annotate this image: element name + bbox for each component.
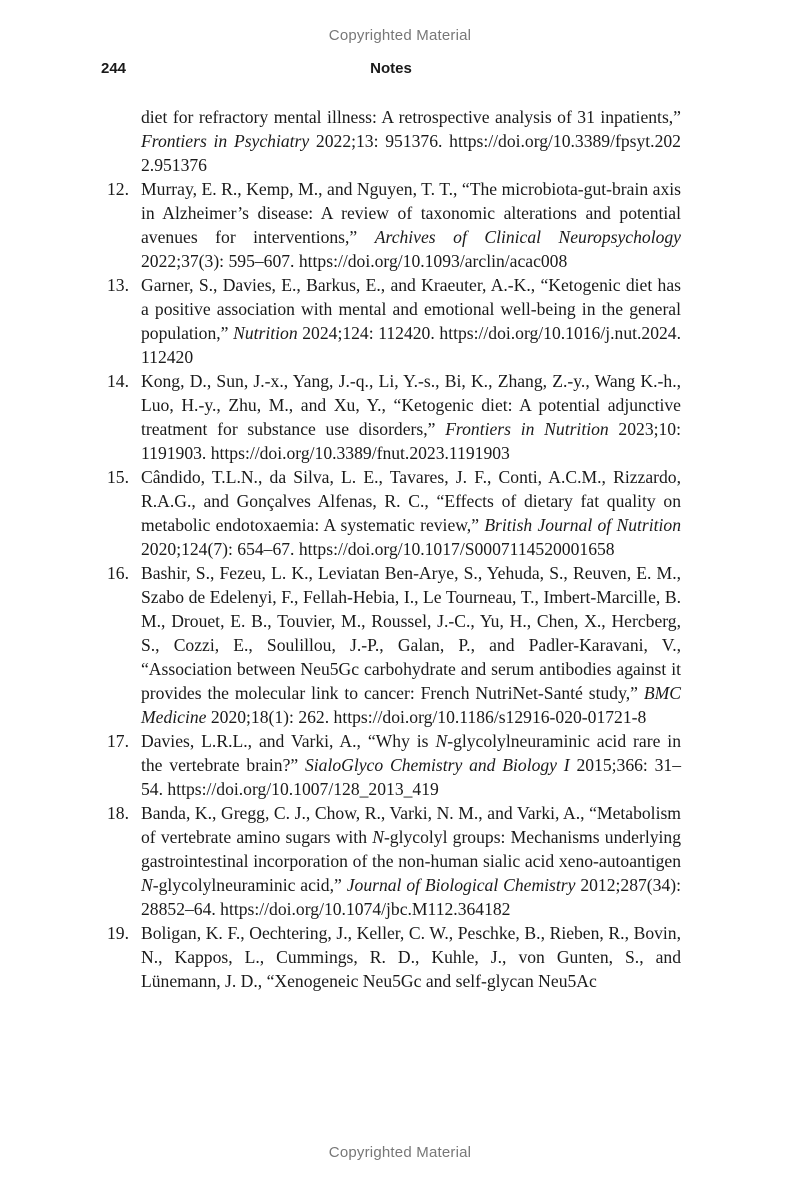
journal-title: Frontiers in Psychiatry (141, 131, 310, 151)
doi-link[interactable]: https://doi.org/10.1186/s12916-020-01721-8 (333, 707, 647, 727)
note-text: Banda, K., Gregg, C. J., Chow, R., Varki, N. M., and Varki, A., “Metabolism of vertebrate amino sugars with N-glycolyl groups: Mechanisms underlying gastrointestinal incorporation of the non-human sialic acid xeno-autoantigen N-glycolylneuraminic acid,” Journal of Biological Chemistry 2012;287(34): 28852–64. https://doi.org/10.1074/jbc.M112.364182 (141, 803, 681, 919)
page-header (101, 60, 681, 80)
journal-title: British Journal of Nutrition (484, 515, 681, 535)
doi-link[interactable]: https://doi.org/10.1016/j.nut.2024.112420 (141, 323, 681, 367)
note-number: 12. (107, 179, 129, 199)
note-number: 15. (107, 467, 129, 487)
note-item (107, 369, 681, 465)
note-text: Davies, L.R.L., and Varki, A., “Why is N-glycolylneuraminic acid rare in the vertebrate brain?” SialoGlyco Chemistry and Biology I 2015;366: 31–54. https://doi.org/10.1007/128_2013_419 (141, 731, 681, 799)
note-text: Bashir, S., Fezeu, L. K., Leviatan Ben-Arye, S., Yehuda, S., Reuven, E. M., Szabo de Edelenyi, F., Fellah-Hebia, I., Le Tourneau, T., Imbert-Marcille, B. M., Drouet, E. B., Touvier, M., Roussel, J.-C., Yu, H., Chen, X., Hercberg, S., Cozzi, E., Soulillou, J.-P., Galan, P., and Padler-Karavani, V., “Association between Neu5Gc carbohydrate and serum antibodies against it provides the molecular link to cancer: French NutriNet-Santé study,” BMC Medicine 2020;18(1): 262. https://doi.org/10.1186/s12916-020-01721-8 (141, 563, 681, 727)
journal-title: Nutrition (233, 323, 298, 343)
note-text: diet for refractory mental illness: A retrospective analysis of 31 inpatients,” Frontiers in Psychiatry 2022;13: 951376. https://doi.org/10.3389/fpsyt.2022.951376 (141, 107, 681, 175)
doi-link[interactable]: https://doi.org/10.1007/128_2013_419 (167, 779, 439, 799)
doi-link[interactable]: https://doi.org/10.3389/fpsyt.2022.951376 (141, 131, 681, 175)
copyright-watermark-top: Copyrighted Material (328, 27, 472, 44)
note-text: Cândido, T.L.N., da Silva, L. E., Tavares, J. F., Conti, A.C.M., Rizzardo, R.A.G., and Gonçalves Alfenas, R. C., “Effects of dietary fat quality on metabolic endotoxaemia: A systematic review,” British Journal of Nutrition 2020;124(7): 654–67. https://doi.org/10.1017/S0007114520001658 (141, 467, 681, 559)
journal-title: Archives of Clinical Neuropsychology (374, 227, 681, 247)
note-item (107, 801, 681, 921)
note-text: Murray, E. R., Kemp, M., and Nguyen, T. T., “The microbiota-gut-brain axis in Alzheimer’s disease: A review of taxonomic alterations and potential avenues for interventions,” Archives of Clinical Neuropsychology 2022;37(3): 595–607. https://doi.org/10.1093/arclin/acac008 (141, 179, 681, 271)
note-number: 17. (107, 731, 129, 751)
note-text: Kong, D., Sun, J.-x., Yang, J.-q., Li, Y.-s., Bi, K., Zhang, Z.-y., Wang K.-h., Luo, H.-y., Zhu, M., and Xu, Y., “Ketogenic diet: A potential adjunctive treatment for substance use disorders,” Frontiers in Nutrition 2023;10: 1191903. https://doi.org/10.3389/fnut.2023.1191903 (141, 371, 681, 463)
journal-title: SialoGlyco Chemistry and Biology I (304, 755, 570, 775)
running-head: Notes (370, 60, 412, 77)
note-item (107, 273, 681, 369)
note-number: 18. (107, 803, 129, 823)
note-item (107, 561, 681, 729)
copyright-watermark-bottom: Copyrighted Material (328, 1144, 472, 1161)
note-number: 13. (107, 275, 129, 295)
journal-title: Journal of Biological Chemistry (346, 875, 576, 895)
journal-title: Frontiers in Nutrition (445, 419, 609, 439)
doi-link[interactable]: https://doi.org/10.1074/jbc.M112.364182 (220, 899, 511, 919)
note-number: 19. (107, 923, 129, 943)
note-text: Garner, S., Davies, E., Barkus, E., and Kraeuter, A.-K., “Ketogenic diet has a positive association with mental and emotional well-being in the general population,” Nutrition 2024;124: 112420. https://doi.org/10.1016/j.nut.2024.112420 (141, 275, 681, 367)
doi-link[interactable]: https://doi.org/10.3389/fnut.2023.1191903 (210, 443, 510, 463)
note-item (107, 921, 681, 993)
note-item (141, 105, 681, 177)
page-number: 244 (101, 60, 127, 77)
journal-title: BMC Medicine (141, 683, 681, 727)
note-item (107, 729, 681, 801)
note-item (107, 465, 681, 561)
note-item (107, 177, 681, 273)
doi-link[interactable]: https://doi.org/10.1017/S0007114520001658 (298, 539, 615, 559)
notes-list (107, 105, 681, 993)
note-number: 16. (107, 563, 129, 583)
doi-link[interactable]: https://doi.org/10.1093/arclin/acac008 (298, 251, 568, 271)
note-text: Boligan, K. F., Oechtering, J., Keller, C. W., Peschke, B., Rieben, R., Bovin, N., Kappos, L., Cummings, R. D., Kuhle, J., von Gunten, S., and Lünemann, J. D., “Xenogeneic Neu5Gc and self-glycan Neu5Ac (141, 923, 681, 991)
note-number: 14. (107, 371, 129, 391)
